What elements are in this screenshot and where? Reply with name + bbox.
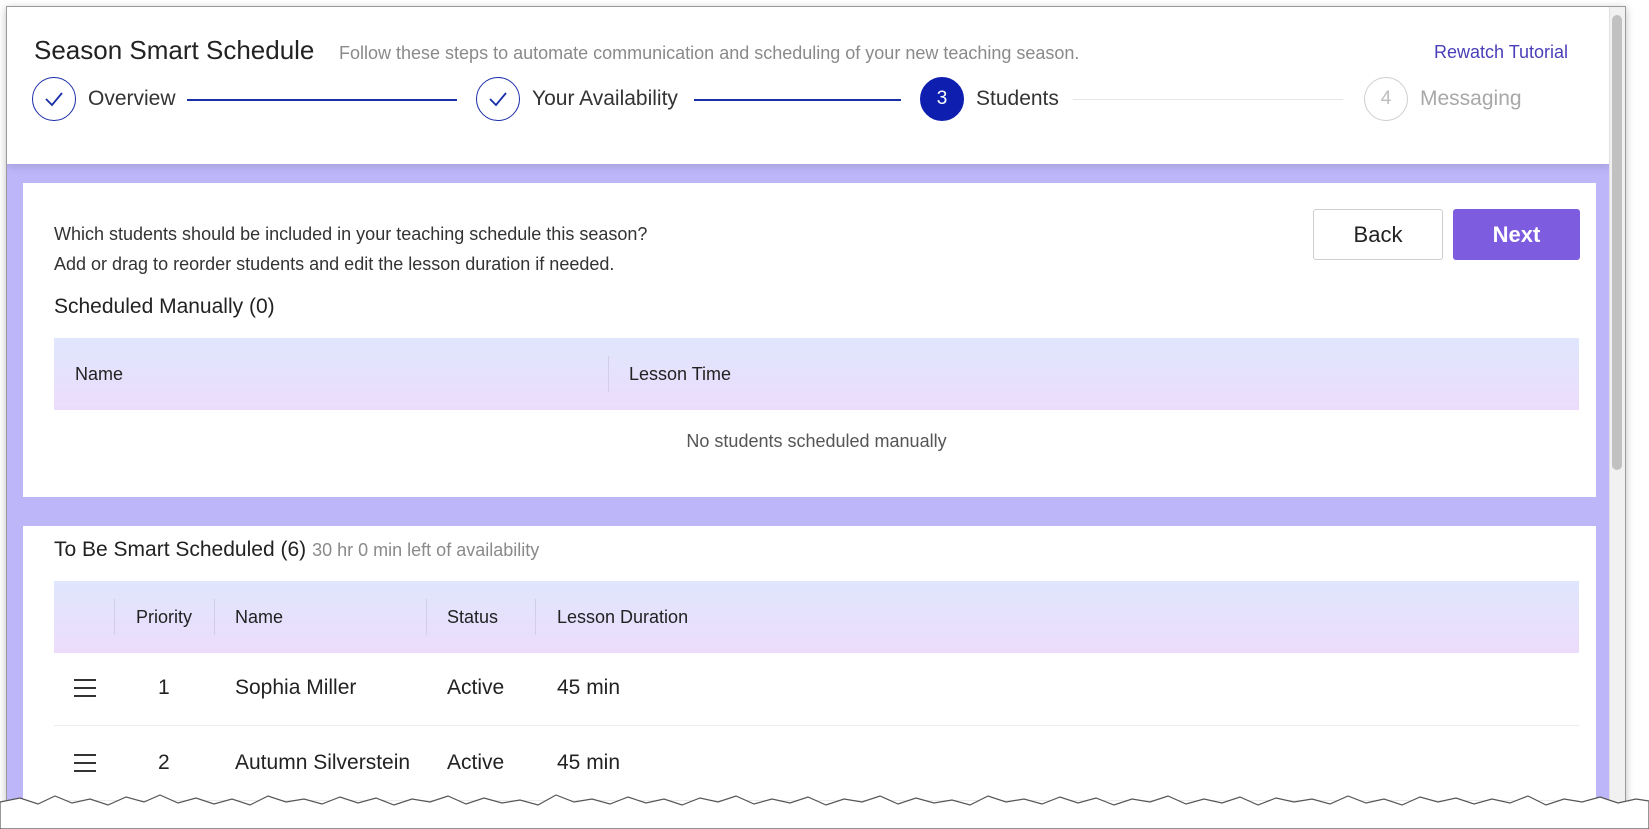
manual-section-title: Scheduled Manually (0) (54, 295, 275, 318)
drag-handle-icon[interactable] (74, 649, 96, 726)
duration-cell[interactable]: 45 min (557, 675, 621, 699)
rewatch-tutorial-link[interactable]: Rewatch Tutorial (1434, 42, 1569, 62)
smart-schedule-card (23, 526, 1596, 816)
step-label: Overview (88, 87, 176, 110)
back-button[interactable]: Back (1313, 209, 1443, 260)
column-header-name[interactable]: Name (235, 606, 284, 627)
step-students[interactable] (920, 77, 1059, 121)
step-your-availability[interactable] (476, 77, 678, 121)
column-divider (535, 599, 536, 635)
page-title: Season Smart Schedule (34, 35, 315, 65)
column-header-priority[interactable]: Priority (136, 606, 193, 627)
name-cell: Sophia Miller (235, 675, 357, 699)
wizard-header (7, 7, 1611, 164)
app-window (6, 6, 1626, 816)
step-number: 3 (920, 77, 964, 121)
duration-cell[interactable]: 45 min (557, 750, 621, 774)
step-label: Your Availability (532, 87, 678, 110)
step-label: Students (976, 87, 1059, 110)
intro-line: Which students should be included in your teaching schedule this season? (54, 224, 648, 244)
vertical-scrollbar[interactable] (1609, 7, 1625, 815)
priority-cell: 1 (158, 675, 170, 699)
priority-cell: 2 (158, 750, 170, 774)
check-icon (32, 77, 76, 121)
manual-table-header (54, 338, 1579, 410)
smart-section-title (54, 538, 539, 562)
check-icon (476, 77, 520, 121)
step-messaging[interactable] (1364, 77, 1522, 121)
step-connector (1073, 99, 1343, 100)
manual-schedule-card (23, 183, 1596, 497)
scrollbar-thumb[interactable] (1612, 15, 1622, 470)
empty-state-text: No students scheduled manually (686, 431, 947, 451)
column-divider (426, 599, 427, 635)
status-cell: Active (447, 750, 505, 774)
column-divider (214, 599, 215, 635)
table-row[interactable] (54, 649, 1579, 726)
column-header-status[interactable]: Status (447, 606, 499, 627)
smart-section-heading: To Be Smart Scheduled (6) (54, 538, 307, 561)
status-cell: Active (447, 675, 505, 699)
column-header-name[interactable]: Name (75, 363, 124, 384)
step-connector (694, 99, 901, 101)
page-subtitle: Follow these steps to automate communication and scheduling of your new teaching season. (339, 43, 1080, 63)
name-cell: Autumn Silverstein (235, 750, 411, 774)
column-divider (608, 356, 609, 392)
intro-line: Add or drag to reorder students and edit the lesson duration if needed. (54, 254, 615, 274)
step-overview[interactable] (32, 77, 176, 121)
smart-table-header (54, 581, 1579, 653)
step-number: 4 (1364, 77, 1408, 121)
torn-edge-decoration (0, 790, 1649, 829)
availability-remaining: 30 hr 0 min left of availability (312, 540, 540, 560)
column-divider (114, 599, 115, 635)
step-connector (187, 99, 457, 101)
column-header-lesson-duration[interactable]: Lesson Duration (557, 606, 689, 627)
column-header-lesson-time[interactable]: Lesson Time (629, 363, 732, 384)
step-label: Messaging (1420, 87, 1522, 110)
next-button[interactable]: Next (1453, 209, 1580, 260)
intro-text (54, 219, 647, 279)
